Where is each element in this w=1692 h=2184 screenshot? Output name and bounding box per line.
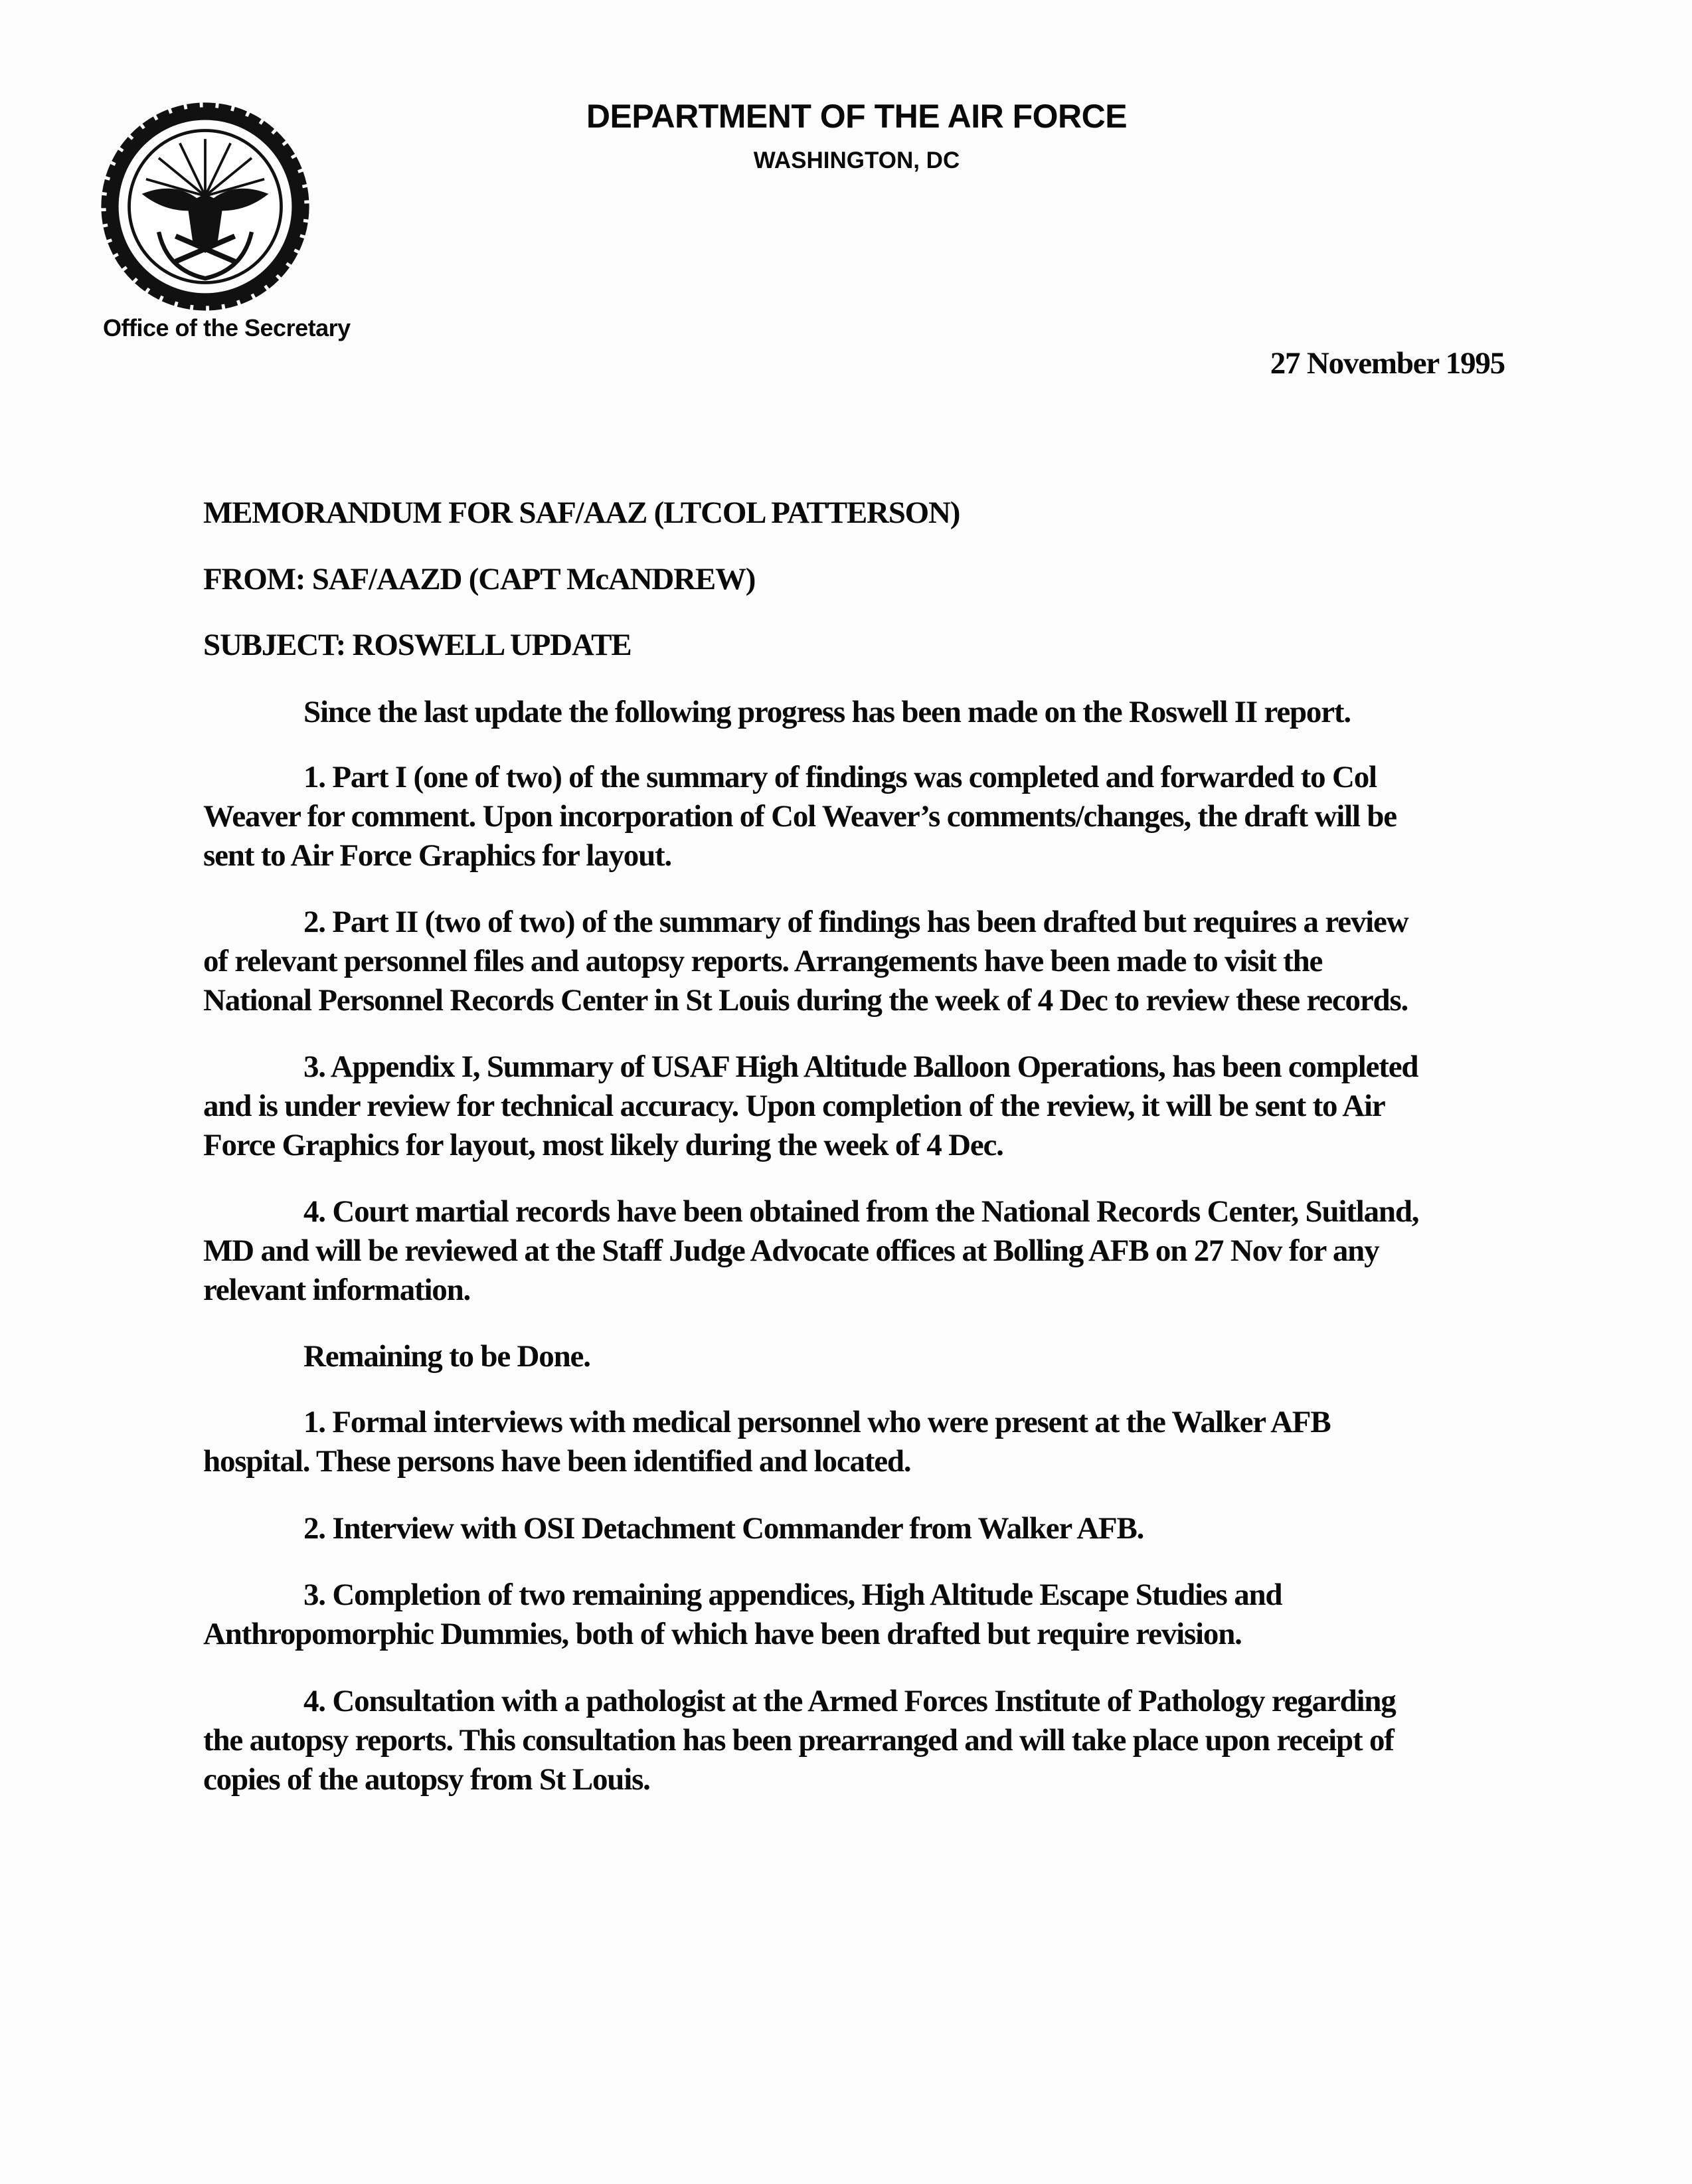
paragraph-line: MD and will be reviewed at the Staff Judge Advocate offices at Bolling AFB on 27 Nov for any: [203, 1233, 1379, 1268]
paragraph-line: 4. Court martial records have been obtained from the National Records Center, Suitland,: [303, 1194, 1419, 1229]
paragraph-line: 3. Appendix I, Summary of USAF High Altitude Balloon Operations, has been completed: [303, 1049, 1418, 1084]
paragraph-line: National Personnel Records Center in St Louis during the week of 4 Dec to review these records.: [203, 983, 1408, 1018]
remaining-heading: Remaining to be Done.: [303, 1339, 590, 1374]
paragraph-line: sent to Air Force Graphics for layout.: [203, 838, 672, 873]
progress-item-2: [203, 903, 1408, 1020]
progress-item-1: [203, 758, 1396, 875]
remaining-item-3: [203, 1576, 1282, 1654]
intro-paragraph: Since the last update the following progress has been made on the Roswell II report.: [303, 695, 1351, 729]
paragraph-line: 4. Consultation with a pathologist at the Armed Forces Institute of Pathology regarding: [303, 1684, 1396, 1718]
letterhead-title: DEPARTMENT OF THE AIR FORCE: [586, 98, 1128, 135]
memorandum-for: MEMORANDUM FOR SAF/AAZ (LTCOL PATTERSON): [203, 496, 960, 530]
letterhead-location: WASHINGTON, DC: [753, 147, 960, 173]
progress-item-4: [203, 1192, 1418, 1310]
paragraph-line: copies of the autopsy from St Louis.: [203, 1762, 650, 1797]
paragraph-line: the autopsy reports. This consultation has been prearranged and will take place upon receipt of: [203, 1723, 1394, 1758]
paragraph-line: 1. Part I (one of two) of the summary of findings was completed and forwarded to Col: [303, 760, 1377, 794]
paragraph-line: of relevant personnel files and autopsy reports. Arrangements have been made to visit the: [203, 944, 1323, 978]
remaining-item-2: [203, 1509, 1143, 1548]
paragraph-line: hospital. These persons have been identified and located.: [203, 1444, 911, 1479]
paragraph-line: 3. Completion of two remaining appendices, High Altitude Escape Studies and: [303, 1578, 1282, 1612]
paragraph-line: relevant information.: [203, 1273, 471, 1307]
office-name: Office of the Secretary: [103, 314, 351, 341]
memo-date: 27 November 1995: [1270, 346, 1505, 381]
paragraph-line: 2. Part II (two of two) of the summary of findings has been drafted but requires a review: [303, 905, 1408, 939]
paragraph-line: and is under review for technical accuracy. Upon completion of the review, it will be sent to Air: [203, 1089, 1385, 1123]
paragraph-line: Force Graphics for layout, most likely during the week of 4 Dec.: [203, 1128, 1003, 1162]
remaining-item-1: [203, 1403, 1330, 1481]
memo-from: FROM: SAF/AAZD (CAPT McANDREW): [203, 562, 756, 596]
remaining-item-4: [203, 1682, 1396, 1799]
paragraph-line: 2. Interview with OSI Detachment Commander from Walker AFB.: [303, 1511, 1144, 1546]
paragraph-line: Weaver for comment. Upon incorporation of Col Weaver’s comments/changes, the draft will be: [203, 799, 1396, 834]
paragraph-line: 1. Formal interviews with medical personnel who were present at the Walker AFB: [303, 1405, 1331, 1439]
progress-item-3: [203, 1047, 1418, 1165]
memo-subject: SUBJECT: ROSWELL UPDATE: [203, 628, 632, 662]
paragraph-line: Anthropomorphic Dummies, both of which have been drafted but require revision.: [203, 1617, 1242, 1651]
